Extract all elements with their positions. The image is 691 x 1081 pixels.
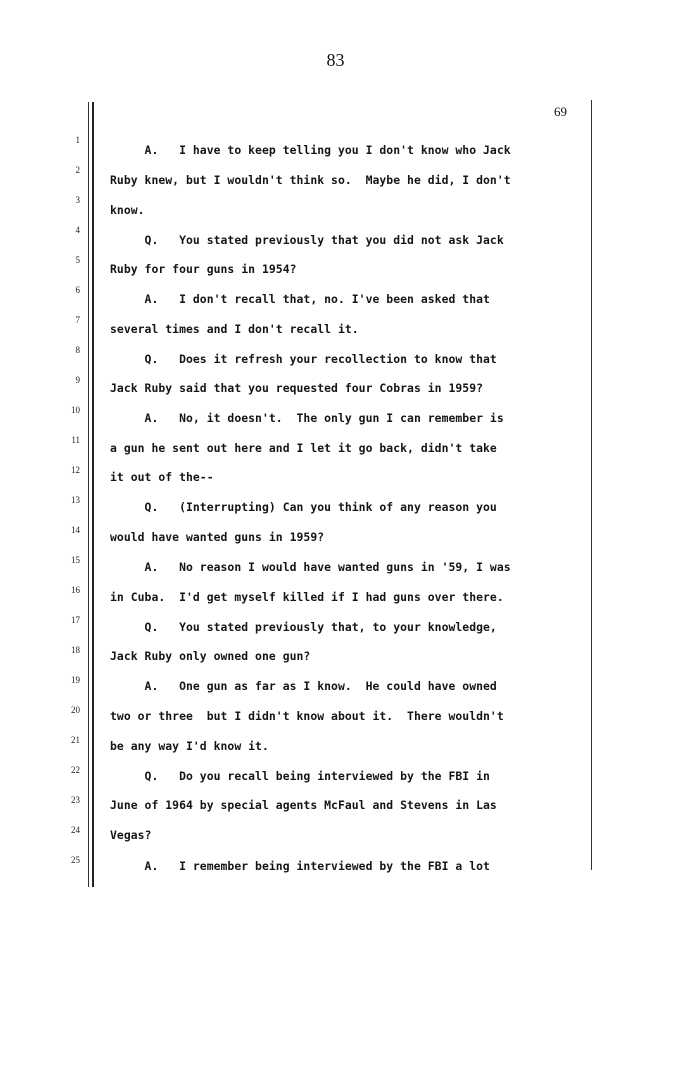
line-number: 8	[75, 345, 80, 355]
line-number: 2	[75, 165, 80, 175]
line-number: 6	[75, 285, 80, 295]
transcript-line: Ruby knew, but I wouldn't think so. Maybe he did, I don't	[110, 173, 511, 187]
transcript-line: A. I don't recall that, no. I've been asked that	[110, 292, 490, 306]
transcript-line: A. I have to keep telling you I don't know who Jack	[110, 143, 511, 157]
line-number: 13	[71, 495, 80, 505]
transcript-line: A. No, it doesn't. The only gun I can remember is	[110, 411, 504, 425]
transcript-page-number: 69	[554, 104, 567, 119]
transcript-line: Q. Do you recall being interviewed by the FBI in	[110, 769, 490, 783]
line-number: 5	[75, 255, 80, 265]
transcript-line: Jack Ruby only owned one gun?	[110, 649, 311, 663]
transcript-line: two or three but I didn't know about it. There wouldn't	[110, 709, 504, 723]
right-margin-rule	[591, 100, 592, 870]
transcript-line: A. One gun as far as I know. He could have owned	[110, 679, 497, 693]
transcript-line: Q. You stated previously that, to your knowledge,	[110, 620, 497, 634]
transcript-line: A. No reason I would have wanted guns in '59, I was	[110, 560, 511, 574]
line-number: 12	[71, 465, 80, 475]
line-number: 25	[71, 855, 80, 865]
line-number: 17	[71, 615, 80, 625]
line-number: 1	[75, 135, 80, 145]
line-number: 14	[71, 525, 80, 535]
line-number: 16	[71, 585, 80, 595]
transcript-line: Jack Ruby said that you requested four Cobras in 1959?	[110, 381, 484, 395]
transcript-line: June of 1964 by special agents McFaul and Stevens in Las	[110, 798, 497, 812]
transcript-line: several times and I don't recall it.	[110, 322, 359, 336]
transcript-line: in Cuba. I'd get myself killed if I had guns over there.	[110, 590, 504, 604]
line-number: 18	[71, 645, 80, 655]
transcript-line: Vegas?	[110, 828, 152, 842]
line-number: 10	[71, 405, 80, 415]
left-margin-rule	[88, 102, 89, 887]
transcript-line: Q. (Interrupting) Can you think of any reason you	[110, 500, 497, 514]
line-number: 11	[71, 435, 80, 445]
transcript-line: it out of the--	[110, 470, 214, 484]
line-number: 21	[71, 735, 80, 745]
line-number: 4	[75, 225, 80, 235]
transcript-line: would have wanted guns in 1959?	[110, 530, 325, 544]
line-number: 23	[71, 795, 80, 805]
line-number: 3	[75, 195, 80, 205]
line-number: 22	[71, 765, 80, 775]
transcript-line: know.	[110, 203, 145, 217]
transcript-line: a gun he sent out here and I let it go back, didn't take	[110, 441, 497, 455]
transcript-line: be any way I'd know it.	[110, 739, 269, 753]
transcript-line: A. I remember being interviewed by the FBI a lot	[110, 859, 490, 873]
transcript-line: Ruby for four guns in 1954?	[110, 262, 297, 276]
transcript-line: Q. Does it refresh your recollection to know that	[110, 352, 497, 366]
page-number: 83	[326, 50, 345, 70]
line-number: 24	[71, 825, 80, 835]
transcript-line: Q. You stated previously that you did not ask Jack	[110, 233, 504, 247]
line-number: 20	[71, 705, 80, 715]
line-number: 15	[71, 555, 80, 565]
line-number: 9	[75, 375, 80, 385]
left-margin-rule-double	[92, 102, 94, 887]
line-number: 7	[75, 315, 80, 325]
line-number: 19	[71, 675, 80, 685]
